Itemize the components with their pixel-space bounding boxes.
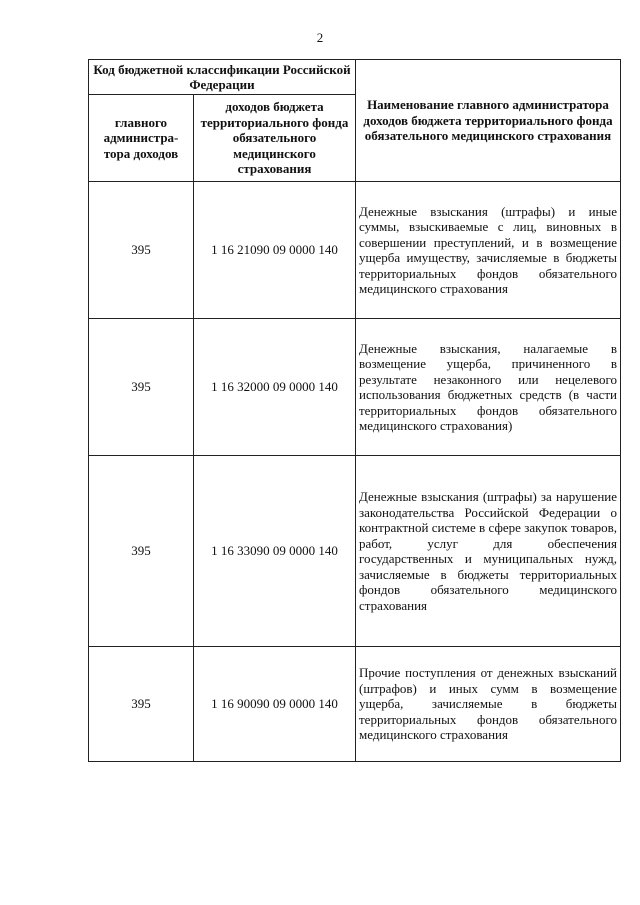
income-name-cell: Денежные взыскания (штрафы) за нарушение законодательства Российской Федерации о контрактной системе в сфере закупок товаров, работ, услуг для обеспечения государственных и муниципальных нужд, зачисляемые в бюджеты территориальных фондов обязательного медицинского страхования xyxy=(356,456,621,647)
table-row xyxy=(89,456,621,647)
table-row xyxy=(89,182,621,319)
income-name-cell: Денежные взыскания, налагаемые в возмещение ущерба, причиненного в результате незаконного или нецелевого использования бюджетных средств (в части территориальных фондов обязательного медицинского страхования) xyxy=(356,319,621,456)
admin-code-cell: 395 xyxy=(89,456,194,647)
header-chief-admin: главного администра-тора доходов xyxy=(89,95,194,182)
header-budget-code-group: Код бюджетной классификации Российской Федерации xyxy=(89,60,356,95)
admin-code-cell: 395 xyxy=(89,647,194,762)
table-row xyxy=(89,319,621,456)
income-name-cell: Денежные взыскания (штрафы) и иные суммы, взыскиваемые с лиц, виновных в совершении преступлений, и в возмещение ущерба имуществу, зачисляемые в бюджеты территориальных фондов обязательного медицинского страхования xyxy=(356,182,621,319)
income-code-cell: 1 16 33090 09 0000 140 xyxy=(194,456,356,647)
budget-classification-table xyxy=(88,59,621,762)
income-name-cell: Прочие поступления от денежных взысканий (штрафов) и иных сумм в возмещение ущерба, зачисляемые в бюджеты территориальных фондов обязательного медицинского страхования xyxy=(356,647,621,762)
page-number: 2 xyxy=(316,30,324,45)
table-row xyxy=(89,647,621,762)
admin-code-cell: 395 xyxy=(89,319,194,456)
income-code-cell: 1 16 90090 09 0000 140 xyxy=(194,647,356,762)
header-admin-name: Наименование главного администратора доходов бюджета территориального фонда обязательного медицинского страхования xyxy=(356,60,621,182)
income-code-cell: 1 16 32000 09 0000 140 xyxy=(194,319,356,456)
header-income-code: доходов бюджета территориального фонда обязательного медицинского страхования xyxy=(194,95,356,182)
admin-code-cell: 395 xyxy=(89,182,194,319)
income-code-cell: 1 16 21090 09 0000 140 xyxy=(194,182,356,319)
